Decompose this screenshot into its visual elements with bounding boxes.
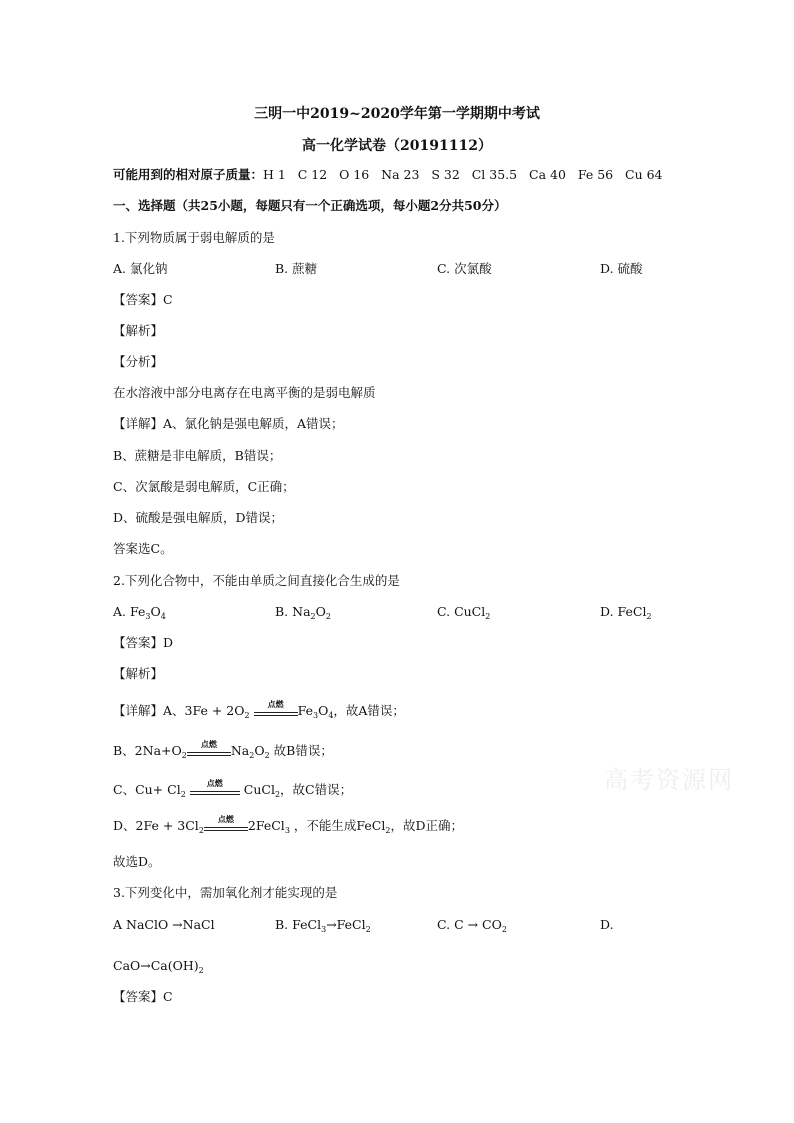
q2-option-a: A. $Fe_3O_4$ <box>113 604 166 621</box>
exam-title: 三明一中2019~2020学年第一学期期中考试 <box>254 106 540 122</box>
q1-option-b: B. 蔗糖 <box>275 261 318 276</box>
q3-answer: 【答案】C <box>113 989 173 1004</box>
q2-stem: 2.下列化合物中，不能由单质之间直接化合生成的是 <box>113 573 400 588</box>
q2-analysis-label: 【解析】 <box>113 666 164 681</box>
q1-detail-a: 【详解】A、氯化钠是强电解质，A错误； <box>113 416 344 431</box>
q1-detail-b: B、蔗糖是非电解质，B错误； <box>113 448 282 463</box>
q2-option-b: B. $Na_2O_2$ <box>275 604 331 621</box>
q1-conclusion: 答案选C。 <box>113 541 173 556</box>
q1-answer: 【答案】C <box>113 292 173 307</box>
q2-detail-b: B、$2Na+O_2$ 点燃 $Na_2O_2$ 故B错误； <box>113 738 333 760</box>
atomic-mass-label: 可能用到的相对原子质量： <box>113 167 264 182</box>
atomic-mass-line <box>113 167 663 183</box>
q1-option-a: A. 氯化钠 <box>113 261 168 276</box>
q2-detail-a: 【详解】A、$3Fe + 2O_2$ 点燃 $Fe_3O_4$，故A错误； <box>113 698 405 720</box>
q3-option-c: C. $C \to CO_2$ <box>437 917 507 934</box>
q1-option-d: D. 硫酸 <box>600 261 643 276</box>
q1-detail-d: D、硫酸是强电解质，D错误； <box>113 510 284 525</box>
q3-option-b: B. FeCl$_3$→FeCl$_2$ <box>275 917 371 934</box>
q1-detail-c: C、次氯酸是弱电解质，C正确； <box>113 479 295 494</box>
q3-stem: 3.下列变化中，需加氧化剂才能实现的是 <box>113 885 338 900</box>
reaction-condition-arrow: 点燃 <box>190 783 240 799</box>
section-heading: 一、选择题（共25小题，每题只有一个正确选项，每小题2分共50分） <box>113 198 507 213</box>
q1-fenxi-label: 【分析】 <box>113 354 164 369</box>
q1-fenxi-text: 在水溶液中部分电离存在电离平衡的是弱电解质 <box>113 385 376 400</box>
atomic-mass-values: H 1 C 12 O 16 Na 23 S 32 Cl 35.5 Ca 40 Fe 56 Cu 64 <box>263 167 663 182</box>
reaction-condition-arrow: 点燃 <box>204 819 248 835</box>
reaction-condition-arrow: 点燃 <box>187 744 231 760</box>
q1-option-c: C. 次氯酸 <box>437 261 492 276</box>
q2-answer: 【答案】D <box>113 635 174 650</box>
q2-detail-d: D、$2Fe + 3Cl_2$ 点燃 2FeCl$_3$ ，不能生成FeCl$_2$，故D正确； <box>113 813 463 835</box>
reaction-condition-arrow: 点燃 <box>254 704 298 720</box>
q2-conclusion: 故选D。 <box>113 854 161 869</box>
q2-detail-c: C、$Cu+ Cl_2$ 点燃 CuCl$_2$，故C错误； <box>113 777 353 799</box>
exam-subtitle: 高一化学试卷（20191112） <box>302 138 492 154</box>
q1-analysis-label: 【解析】 <box>113 323 164 338</box>
q2-option-d: D. FeCl$_2$ <box>600 604 652 621</box>
q2-option-c: C. CuCl$_2$ <box>437 604 491 621</box>
q3-option-a: A NaClO →NaCl <box>113 917 215 932</box>
watermark: 高考资源网 <box>604 766 734 794</box>
q1-stem: 1.下列物质属于弱电解质的是 <box>113 230 275 245</box>
q3-option-d: D. <box>600 917 614 932</box>
q3-option-d-continued: $CaO\to Ca(OH)_2$ <box>113 958 204 975</box>
